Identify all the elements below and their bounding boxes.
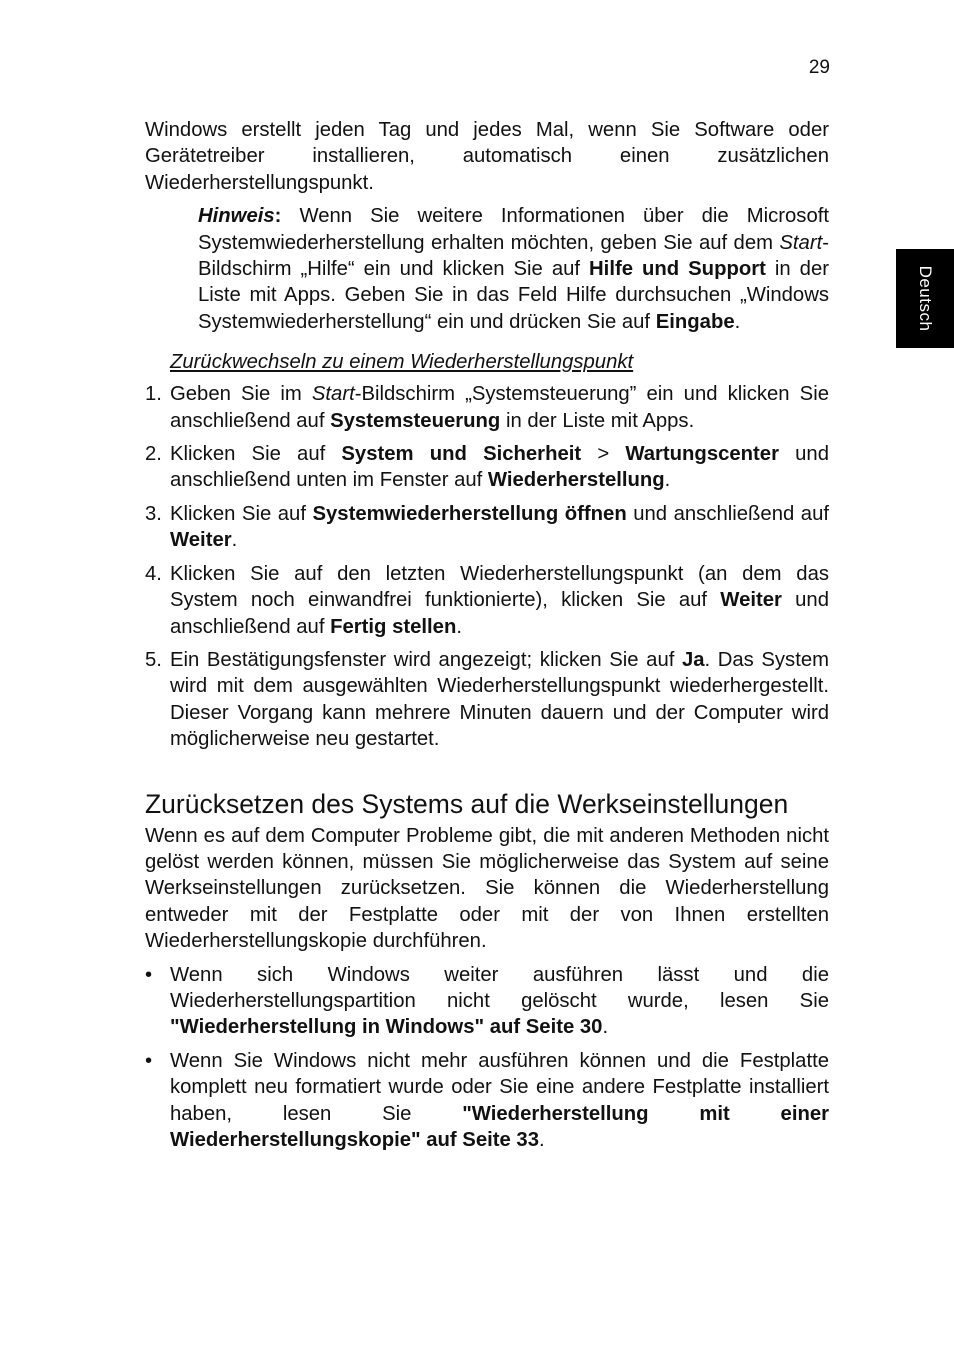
list-item	[145, 647, 829, 753]
bullet-text: .	[538, 1129, 545, 1151]
step-italic: Start	[311, 383, 355, 406]
section-intro: Wenn es auf dem Computer Probleme gibt, die mit anderen Methoden nicht gelöst werden können, müssen Sie möglicherweise das System auf seine Werkseinstellungen zurücksetzen. Sie können die Wiederherstellung entweder mit der Festplatte oder mit der von Ihnen erstellten Wiederherstellungskopie durchführen.	[145, 824, 829, 953]
list-item	[145, 381, 829, 434]
note-start-word: Start	[779, 231, 823, 254]
language-tab	[896, 249, 954, 348]
bullet-mark: •	[145, 1049, 153, 1072]
list-item	[145, 441, 829, 494]
list-item	[145, 1048, 829, 1154]
step-number: 5.	[145, 648, 162, 671]
step-text: und anschließend auf	[170, 589, 829, 638]
list-item	[145, 962, 829, 1041]
step-text: und anschließend auf	[626, 502, 829, 525]
step-bold: Wartungscenter	[625, 443, 779, 466]
step-text: . Das System wird mit dem ausgewählten Wiederherstellungspunkt wiederhergestellt. Dieser Vorgang kann mehrere Minuten dauern und der Computer wird möglicherweise neu gestartet.	[170, 648, 830, 751]
step-number: 2.	[145, 443, 162, 466]
step-text: .	[664, 469, 671, 492]
language-tab-label: Deutsch	[916, 265, 935, 332]
bullet-text: Wenn Sie Windows nicht mehr ausführen können und die Festplatte komplett neu formatiert wurde oder Sie eine andere Festplatte installiert haben, lesen Sie	[170, 1049, 829, 1125]
note-bold-enter: Eingabe	[655, 310, 735, 333]
step-bold: Weiter	[720, 589, 782, 612]
step-number: 4.	[145, 562, 162, 585]
step-number: 3.	[145, 502, 162, 525]
step-number: 1.	[145, 383, 162, 406]
step-text: >	[581, 443, 626, 466]
step-text: Klicken Sie auf den letzten Wiederherstellungspunkt (an dem das System noch einwandfrei funktionierte), klicken Sie auf	[170, 562, 829, 612]
bullet-reference-link[interactable]: "Wiederherstellung in Windows" auf Seite 30	[170, 1016, 603, 1039]
step-bold: System und Sicherheit	[341, 443, 582, 466]
bullet-text: Wenn sich Windows weiter ausführen lässt und die Wiederherstellungspartition nicht gelöscht wurde, lesen Sie	[170, 963, 829, 1012]
note-text: in der Liste mit Apps. Geben Sie in das Feld Hilfe durchsuchen „Windows Systemwiederherstellung“ ein und drücken Sie auf	[198, 258, 829, 333]
steps-list	[145, 381, 829, 752]
note-colon: :	[274, 205, 282, 228]
step-text: Ein Bestätigungsfenster wird angezeigt; klicken Sie auf	[170, 648, 682, 671]
step-text: Geben Sie im	[170, 383, 312, 406]
bullet-mark: •	[145, 963, 153, 986]
step-bold: Wiederherstellung	[487, 469, 665, 492]
step-bold: Weiter	[170, 529, 232, 552]
step-text: und anschließend unten im Fenster auf	[170, 443, 829, 492]
section-heading: Zurücksetzen des Systems auf die Werkseinstellungen	[145, 788, 789, 819]
step-text: in der Liste mit Apps.	[500, 409, 695, 432]
step-text: -Bildschirm „Systemsteuerung” ein und klicken Sie anschließend auf	[170, 383, 829, 432]
step-bold: Ja	[681, 648, 705, 671]
bullet-reference-link[interactable]: "Wiederherstellung mit einer Wiederherstellungskopie" auf Seite 33	[170, 1102, 830, 1151]
step-text: Klicken Sie auf	[170, 502, 313, 525]
step-text: .	[456, 615, 462, 638]
bullet-list	[145, 962, 829, 1154]
note-label: Hinweis	[198, 205, 275, 228]
note-bold-help: Hilfe und Support	[589, 258, 766, 281]
list-item	[145, 501, 829, 554]
subheading: Zurückwechseln zu einem Wiederherstellungspunkt	[170, 351, 634, 374]
step-text: .	[231, 529, 238, 552]
intro-paragraph: Windows erstellt jeden Tag und jedes Mal, wenn Sie Software oder Gerätetreiber installieren, automatisch einen zusätzlichen Wiederherstellungspunkt.	[145, 119, 829, 194]
note-text: .	[734, 310, 741, 333]
bullet-text: .	[602, 1016, 609, 1039]
step-bold: Systemwiederherstellung öffnen	[312, 502, 627, 525]
step-text: Klicken Sie auf	[170, 443, 342, 466]
step-bold: Systemsteuerung	[330, 409, 501, 432]
page-content	[145, 117, 829, 1160]
note-text: Wenn Sie weitere Informationen über die Microsoft Systemwiederherstellung erhalten möchten, geben Sie auf dem	[198, 205, 829, 254]
note-paragraph	[198, 203, 829, 335]
list-item	[145, 561, 829, 640]
page-number: 29	[808, 57, 830, 78]
note-text: -Bildschirm „Hilfe“ ein und klicken Sie auf	[198, 231, 829, 281]
step-bold: Fertig stellen	[330, 615, 457, 638]
